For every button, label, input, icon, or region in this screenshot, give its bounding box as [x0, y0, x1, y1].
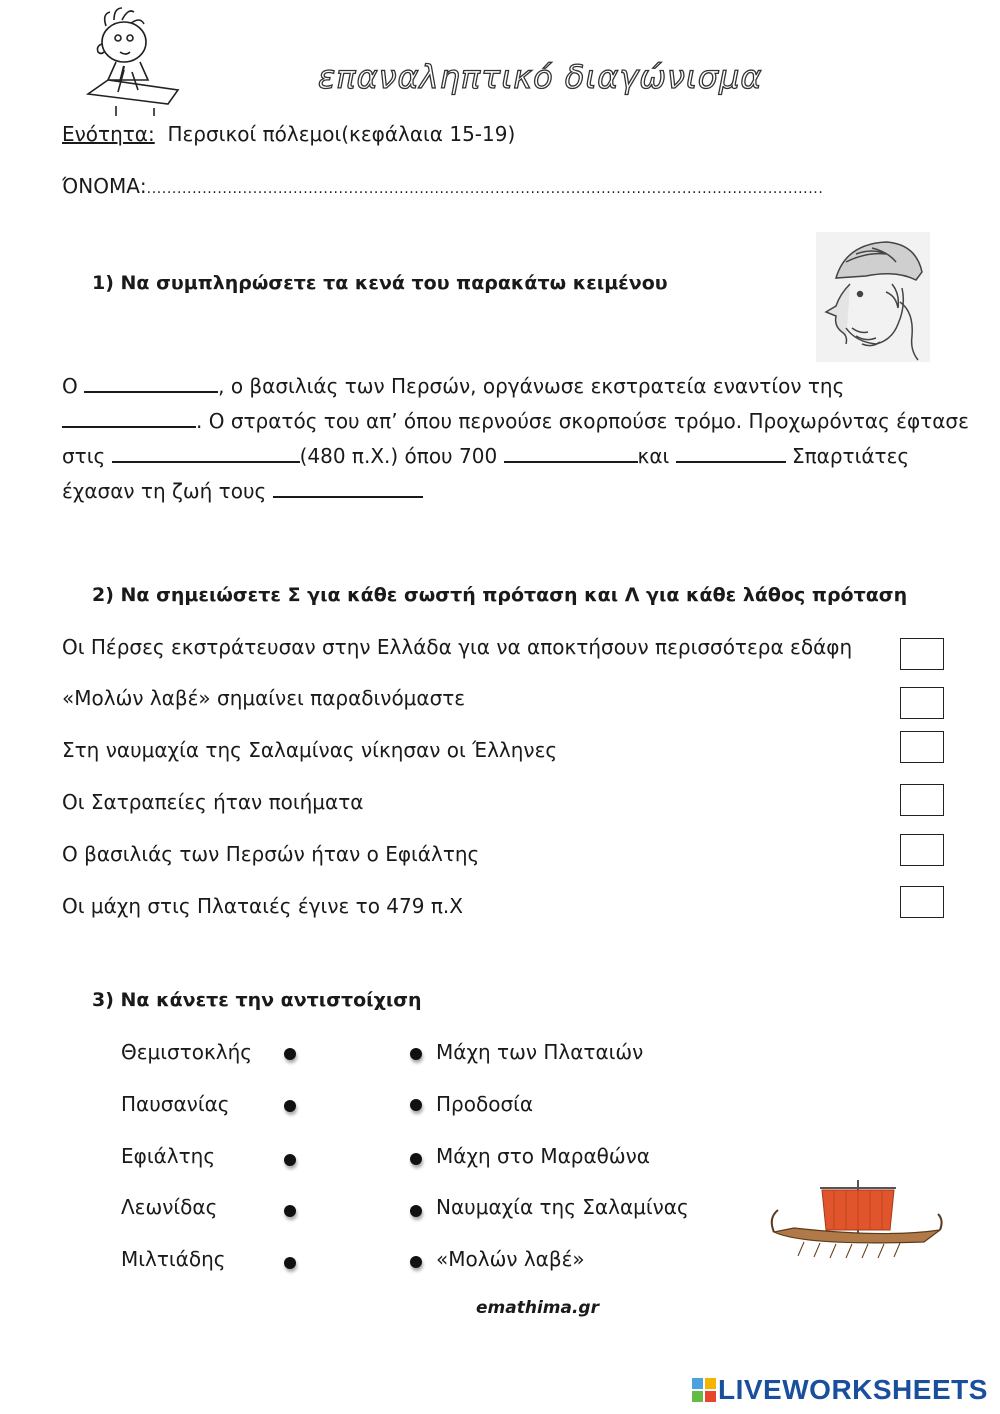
text-fragment: Ο: [62, 374, 78, 398]
section1-paragraph: [62, 369, 969, 509]
match-right-item: Ναυμαχία της Σαλαμίνας: [436, 1195, 689, 1219]
fill-line-3: [62, 439, 942, 474]
worksheet-title: επαναληπτικό διαγώνισμα: [318, 58, 763, 96]
match-left-item: Θεμιστοκλής: [121, 1040, 253, 1064]
greek-warrior-portrait: [816, 232, 930, 362]
statement: Οι Πέρσες εκστράτευσαν στην Ελλάδα για να αποκτήσουν περισσότερα εδάφη: [62, 635, 853, 659]
trireme-ship-illustration: [764, 1176, 944, 1260]
text-fragment: και: [637, 444, 670, 468]
answer-box[interactable]: [900, 834, 944, 866]
statement: Οι μάχη στις Πλαταιές έγινε το 479 π.Χ: [62, 894, 463, 918]
answer-box[interactable]: [900, 687, 944, 719]
fill-line-2: [62, 404, 969, 439]
unit-label: Ενότητα:: [62, 122, 155, 146]
statement: Στη ναυμαχία της Σαλαμίνας νίκησαν οι Έλληνες: [62, 738, 558, 762]
section3-heading: 3) Να κάνετε την αντιστοίχιση: [92, 989, 422, 1011]
blank-place[interactable]: [112, 443, 300, 463]
match-right-dot[interactable]: [410, 1205, 422, 1217]
text-fragment: στις: [62, 444, 106, 468]
boy-writing-illustration: [76, 6, 186, 118]
text-fragment: . Ο στρατός του απ’ όπου περνούσε σκορπούσε τρόμο. Προχωρόντας έφτασε: [196, 409, 969, 433]
liveworksheets-brand: LIVEWORKSHEETS: [718, 1374, 988, 1405]
statement: Ο βασιλιάς των Περσών ήταν ο Εφιάλτης: [62, 842, 480, 866]
match-right-item: Προδοσία: [436, 1092, 534, 1116]
match-right-dot[interactable]: [410, 1256, 422, 1268]
match-left-item: Εφιάλτης: [121, 1144, 216, 1168]
text-fragment: Σπαρτιάτες: [792, 444, 910, 468]
match-left-dot[interactable]: [284, 1205, 296, 1217]
match-left-dot[interactable]: [284, 1048, 296, 1060]
match-left-item: Παυσανίας: [121, 1092, 230, 1116]
name-label: ΌΝΟΜΑ:: [62, 174, 147, 198]
blank-leader[interactable]: [273, 478, 423, 498]
section2-heading: 2) Να σημειώσετε Σ για κάθε σωστή πρόταση και Λ για κάθε λάθος πρόταση: [92, 584, 908, 606]
statement: Οι Σατραπείες ήταν ποιήματα: [62, 790, 364, 814]
fill-line-4: [62, 474, 942, 509]
answer-box[interactable]: [900, 886, 944, 918]
unit-value: Περσικοί πόλεμοι(κεφάλαια 15-19): [167, 122, 516, 146]
text-fragment: έχασαν τη ζωή τους: [62, 479, 267, 503]
answer-box[interactable]: [900, 784, 944, 816]
text-fragment: , ο βασιλιάς των Περσών, οργάνωσε εκστρατεία εναντίον της: [218, 374, 845, 398]
statement: «Μολών λαβέ» σημαίνει παραδινόμαστε: [62, 686, 466, 710]
blank-people-1[interactable]: [504, 443, 638, 463]
match-left-item: Λεωνίδας: [121, 1195, 218, 1219]
match-right-item: «Μολών λαβέ»: [436, 1247, 585, 1271]
match-right-dot[interactable]: [410, 1048, 422, 1060]
name-line: [62, 174, 823, 198]
match-right-dot[interactable]: [410, 1153, 422, 1165]
fill-line-1: [62, 369, 942, 404]
blank-king[interactable]: [84, 373, 218, 393]
source-site-label: emathima.gr: [476, 1298, 599, 1318]
match-left-dot[interactable]: [284, 1100, 296, 1112]
answer-box[interactable]: [900, 731, 944, 763]
section1-heading: 1) Να συμπληρώσετε τα κενά του παρακάτω κειμένου: [92, 272, 668, 294]
blank-people-2[interactable]: [676, 443, 786, 463]
name-field[interactable]: ......................................................................................................................................: [146, 181, 824, 197]
match-left-dot[interactable]: [284, 1257, 296, 1269]
match-left-item: Μιλτιάδης: [121, 1247, 226, 1271]
match-left-dot[interactable]: [284, 1154, 296, 1166]
blank-country[interactable]: [62, 408, 196, 428]
match-right-item: Μάχη των Πλαταιών: [436, 1040, 644, 1064]
text-fragment: (480 π.Χ.) όπου 700: [299, 444, 498, 468]
match-right-item: Μάχη στο Μαραθώνα: [436, 1144, 650, 1168]
answer-box[interactable]: [900, 638, 944, 670]
match-right-dot[interactable]: [410, 1099, 422, 1111]
liveworksheets-logo-icon: [692, 1378, 716, 1402]
unit-line: [62, 122, 515, 146]
